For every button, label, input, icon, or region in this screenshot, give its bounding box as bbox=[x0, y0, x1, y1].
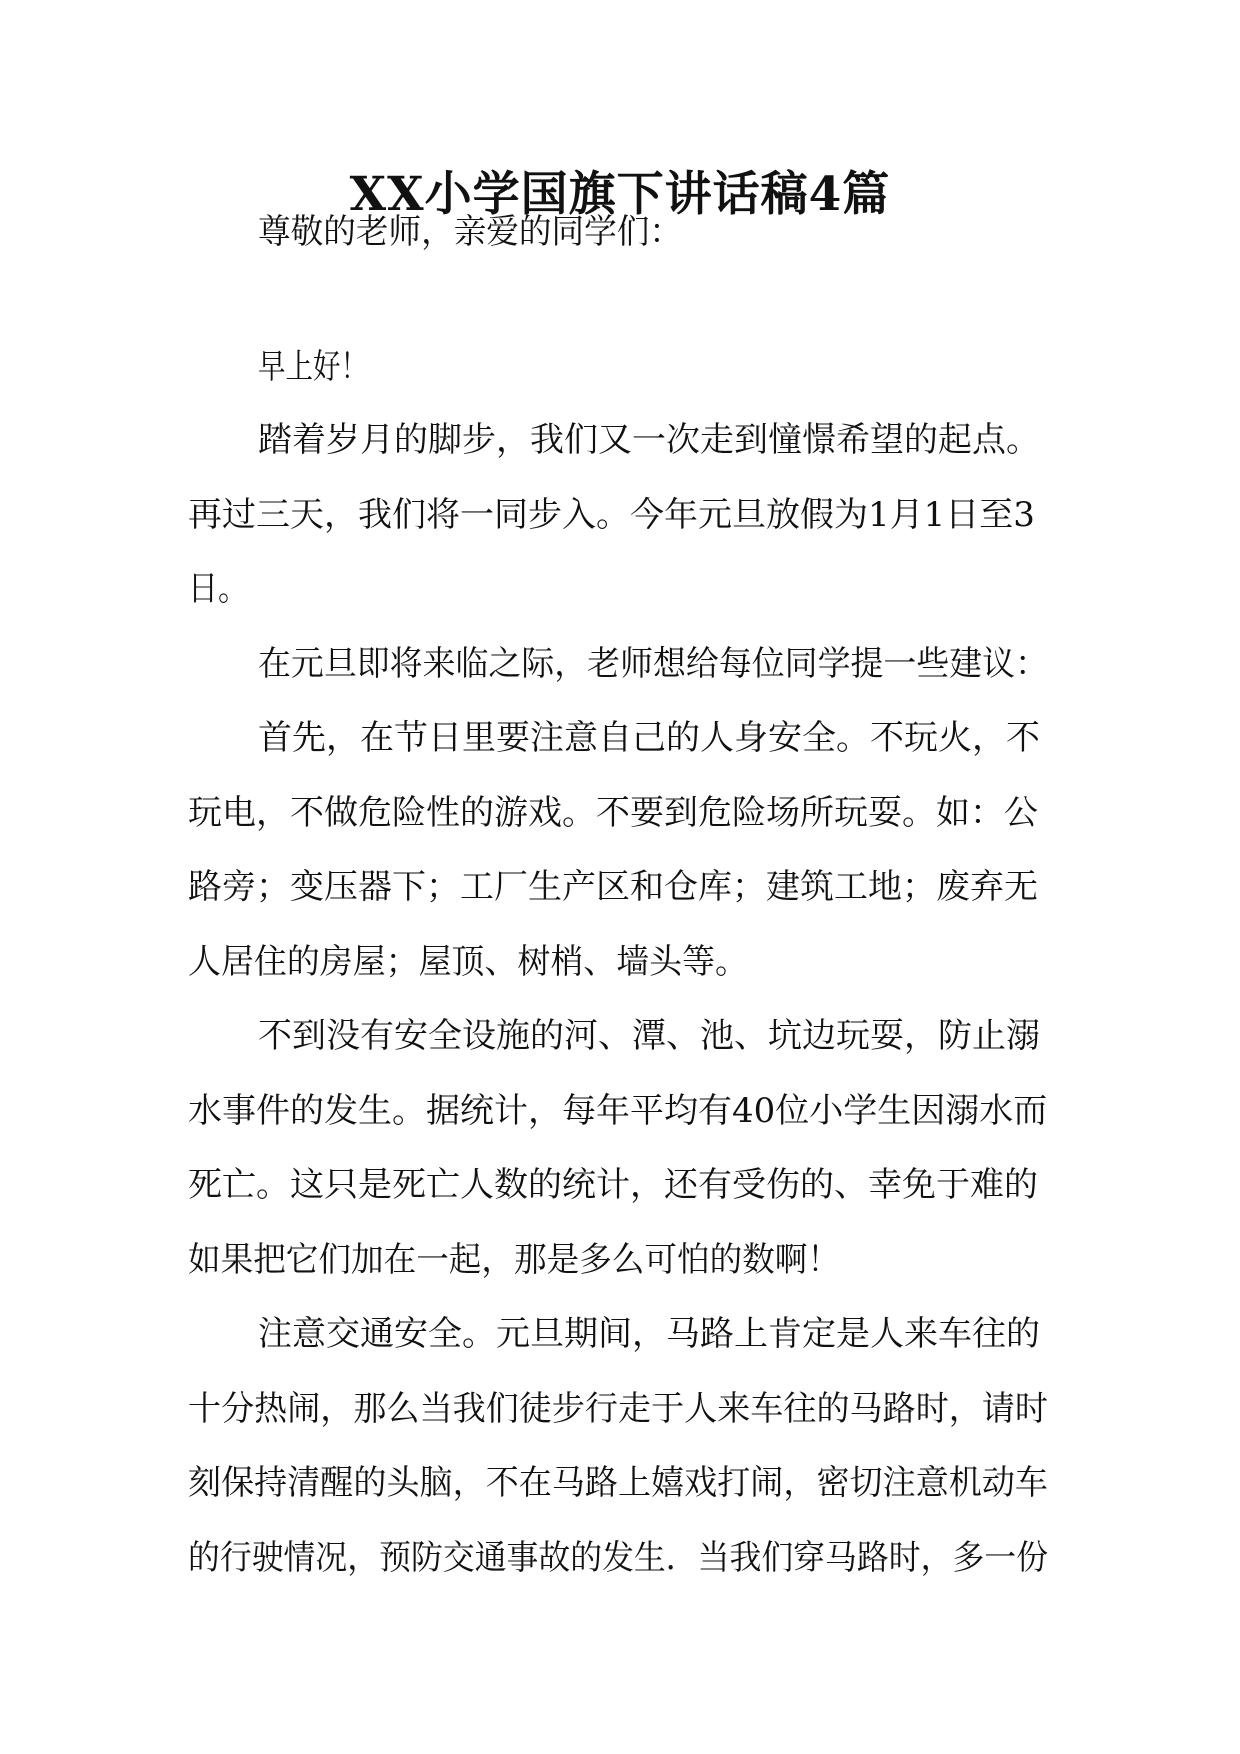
paragraph-line: 不到没有安全设施的河、潭、池、坑边玩耍，防止溺 bbox=[258, 1016, 1040, 1056]
paragraph-line: 十分热闹，那么当我们徒步行走于人来车往的马路时，请时 bbox=[188, 1389, 1048, 1429]
paragraph-line: 注意交通安全。元旦期间，马路上肯定是人来车往的 bbox=[258, 1314, 1040, 1354]
paragraph-line: 如果把它们加在一起，那是多么可怕的数啊！ bbox=[188, 1240, 840, 1280]
paragraph-line: 玩电，不做危险性的游戏。不要到危险场所玩耍。如：公 bbox=[188, 793, 1038, 833]
paragraph-line: 再过三天，我们将一同步入。今年元旦放假为1月1日至3 bbox=[188, 495, 1035, 535]
paragraph-line: 路旁；变压器下；工厂生产区和仓库；建筑工地；废弃无 bbox=[188, 867, 1038, 907]
paragraph-line: 刻保持清醒的头脑，不在马路上嬉戏打闹，密切注意机动车 bbox=[188, 1463, 1048, 1503]
paragraph-line: 首先，在节日里要注意自己的人身安全。不玩火，不 bbox=[258, 718, 1040, 758]
document-title: XX小学国旗下讲话稿4篇 bbox=[349, 167, 891, 222]
paragraph-line: 人居住的房屋；屋顶、树梢、墙头等。 bbox=[188, 942, 748, 982]
paragraph-line: 死亡。这只是死亡人数的统计，还有受伤的、幸免于难的 bbox=[188, 1165, 1038, 1205]
paragraph-line: 踏着岁月的脚步，我们又一次走到憧憬希望的起点。 bbox=[258, 420, 1040, 460]
paragraph-line: 在元旦即将来临之际，老师想给每位同学提一些建议： bbox=[258, 644, 1048, 684]
paragraph-line: 水事件的发生。据统计，每年平均有40位小学生因溺水而 bbox=[188, 1091, 1048, 1131]
salutation-line: 尊敬的老师，亲爱的同学们： bbox=[258, 212, 682, 252]
paragraph-line: 日。 bbox=[188, 569, 248, 609]
paragraph-line: 的行驶情况，预防交通事故的发生．当我们穿马路时，多一份 bbox=[188, 1538, 1048, 1578]
greeting-line: 早上好！ bbox=[258, 347, 368, 387]
